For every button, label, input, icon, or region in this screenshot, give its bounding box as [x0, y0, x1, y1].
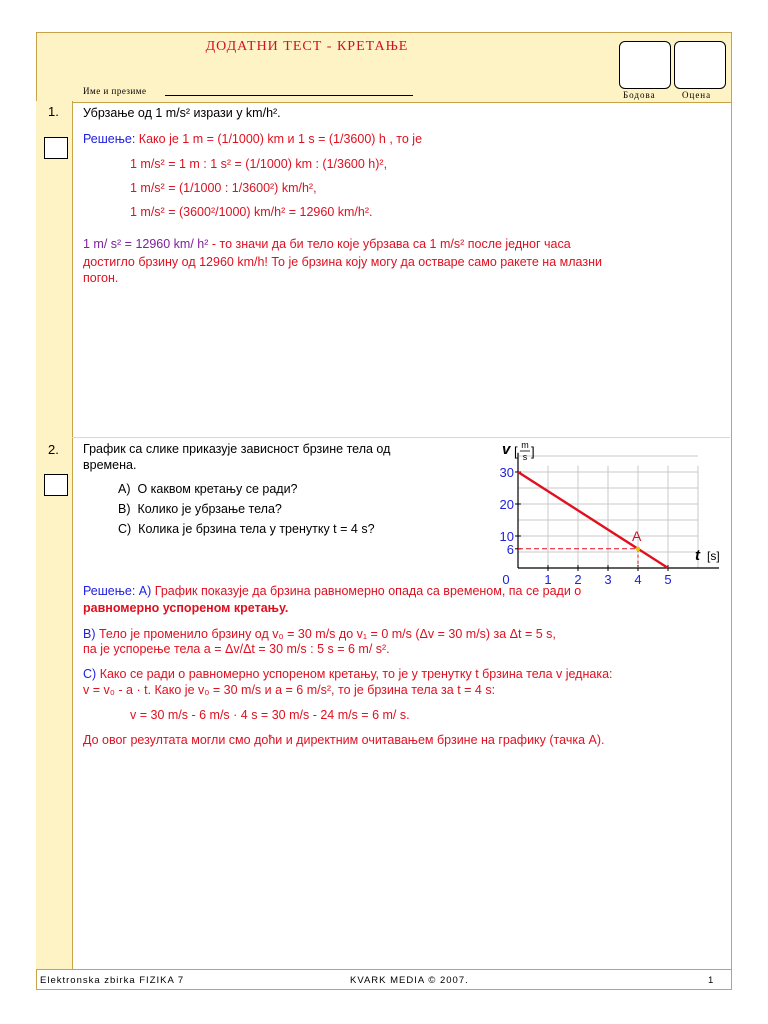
- question-1-text: Убрзање од 1 m/s² изрази у km/h².: [83, 106, 281, 120]
- q1-conclusion-line-3: погон.: [83, 271, 119, 285]
- y-tick-label: 30: [499, 465, 514, 480]
- name-label: Име и презиме: [83, 86, 147, 96]
- answer-a-text: График показује да брзина равномерно опада са временом, па се ради о: [154, 584, 582, 598]
- answer-b-text: Тело је променило брзину од v₀ = 30 m/s до v₁ = 0 m/s (Δv = 30 m/s) за Δt = 5 s,: [98, 627, 556, 641]
- option-letter: A): [118, 482, 131, 496]
- conclusion-text: - то значи да би тело које убрзава са 1 m/s² после једног часа: [208, 237, 571, 251]
- page-number: 1: [708, 975, 715, 986]
- q1-conclusion-line-1: [83, 237, 571, 251]
- question-number-2: 2.: [48, 442, 59, 457]
- x-tick-label: 1: [544, 572, 552, 586]
- answer-checkbox-1[interactable]: [44, 137, 68, 159]
- grade-box[interactable]: [674, 41, 726, 89]
- footer-divider: [36, 969, 732, 970]
- x-tick-label: 3: [604, 572, 612, 586]
- option-b: [118, 502, 282, 516]
- answer-checkbox-2[interactable]: [44, 474, 68, 496]
- q2-answer-c-line-3: v = 30 m/s - 6 m/s · 4 s = 30 m/s - 24 m/s = 6 m/ s.: [130, 708, 410, 722]
- option-text: Колика је брзина тела у тренутку t = 4 s?: [138, 522, 375, 536]
- x-tick-label: 5: [664, 572, 672, 586]
- y-unit-bracket-right: ]: [531, 444, 535, 459]
- x-axis-unit: [s]: [707, 549, 720, 563]
- answer-c-text: Како се ради о равномерно успореном кретању, то је у тренутку t брзина тела v једнака:: [99, 667, 613, 681]
- x-tick-label: 0: [502, 572, 510, 586]
- option-text: Колико је убрзање тела?: [137, 502, 282, 516]
- equation-3: 1 m/s² = (3600²/1000) km/h² = 12960 km/h².: [130, 205, 373, 219]
- answer-letter-b: B): [83, 627, 96, 641]
- q2-final-note: До овог резултата могли смо доћи и директним очитавањем брзине на графику (тачка A).: [83, 733, 605, 747]
- question-number-1: 1.: [48, 104, 59, 119]
- header: [37, 33, 731, 103]
- q2-answer-a-line-2: равномерно успореном кретању.: [83, 601, 289, 615]
- x-tick-label: 2: [574, 572, 582, 586]
- grade-label: Оцена: [682, 90, 712, 100]
- option-letter: C): [118, 522, 132, 536]
- question-2-line-2: времена.: [83, 458, 137, 472]
- option-a: [118, 482, 298, 496]
- points-box[interactable]: [619, 41, 671, 89]
- equation-1: 1 m/s² = 1 m : 1 s² = (1/1000) km : (1/3600 h)²,: [130, 157, 388, 171]
- y-tick-label: 20: [499, 497, 514, 512]
- answer-letter-a: A): [138, 584, 152, 598]
- solution-label: Решење:: [83, 132, 136, 146]
- option-text: О каквом кретању се ради?: [137, 482, 298, 496]
- x-axis-label: t: [695, 547, 700, 564]
- points-label: Бодова: [623, 90, 656, 100]
- y-unit-denominator: s: [522, 452, 528, 462]
- footer-center: KVARK MEDIA © 2007.: [350, 975, 469, 986]
- answer-a-emphasis: равномерно успореном кретању: [83, 601, 285, 615]
- q1-conclusion-line-2: достигло брзину од 12960 km/h! То је брзина коју могу да остваре само ракете на млазни: [83, 255, 602, 269]
- q1-solution: [83, 132, 422, 146]
- q2-answer-c-line-2: v = v₀ - a · t. Како је v₀ = 30 m/s и a = 6 m/s², то је брзина тела за t = 4 s:: [83, 683, 496, 697]
- velocity-time-chart: [488, 436, 728, 586]
- equation-2: 1 m/s² = (1/1000 : 1/3600²) km/h²,: [130, 181, 317, 195]
- y-tick-label: 6: [506, 541, 514, 557]
- y-unit-numerator: m: [521, 440, 529, 450]
- solution-label: Решење:: [83, 584, 136, 598]
- footer-left: Elektronska zbirka FIZIKA 7: [40, 975, 185, 986]
- option-c: [118, 522, 375, 536]
- q2-answer-c-line-1: [83, 667, 613, 681]
- solution-intro: Како је 1 m = (1/1000) km и 1 s = (1/3600) h , то је: [138, 132, 423, 146]
- question-gutter: [36, 101, 73, 969]
- name-field[interactable]: [165, 95, 413, 96]
- point-a-label: A: [632, 527, 642, 544]
- y-tick-label: 10: [499, 529, 514, 544]
- answer-letter-c: C): [83, 667, 97, 681]
- q2-answer-a-line-1: [83, 584, 581, 598]
- conclusion-result: 1 m/ s² = 12960 km/ h²: [83, 237, 209, 251]
- y-unit-bracket-left: [: [514, 444, 518, 459]
- x-tick-label: 4: [634, 572, 642, 586]
- option-letter: B): [118, 502, 131, 516]
- q2-answer-b-line-2: па је успорење тела a = Δv/Δt = 30 m/s : 5 s = 6 m/ s².: [83, 642, 390, 656]
- q2-answer-b-line-1: [83, 627, 556, 641]
- page-title: ДОДАТНИ ТЕСТ - КРЕТАЊЕ: [205, 39, 409, 54]
- y-axis-label: v: [502, 441, 511, 458]
- question-2-line-1: График са слике приказује зависност брзине тела од: [83, 442, 391, 456]
- point-a-marker: [636, 547, 640, 551]
